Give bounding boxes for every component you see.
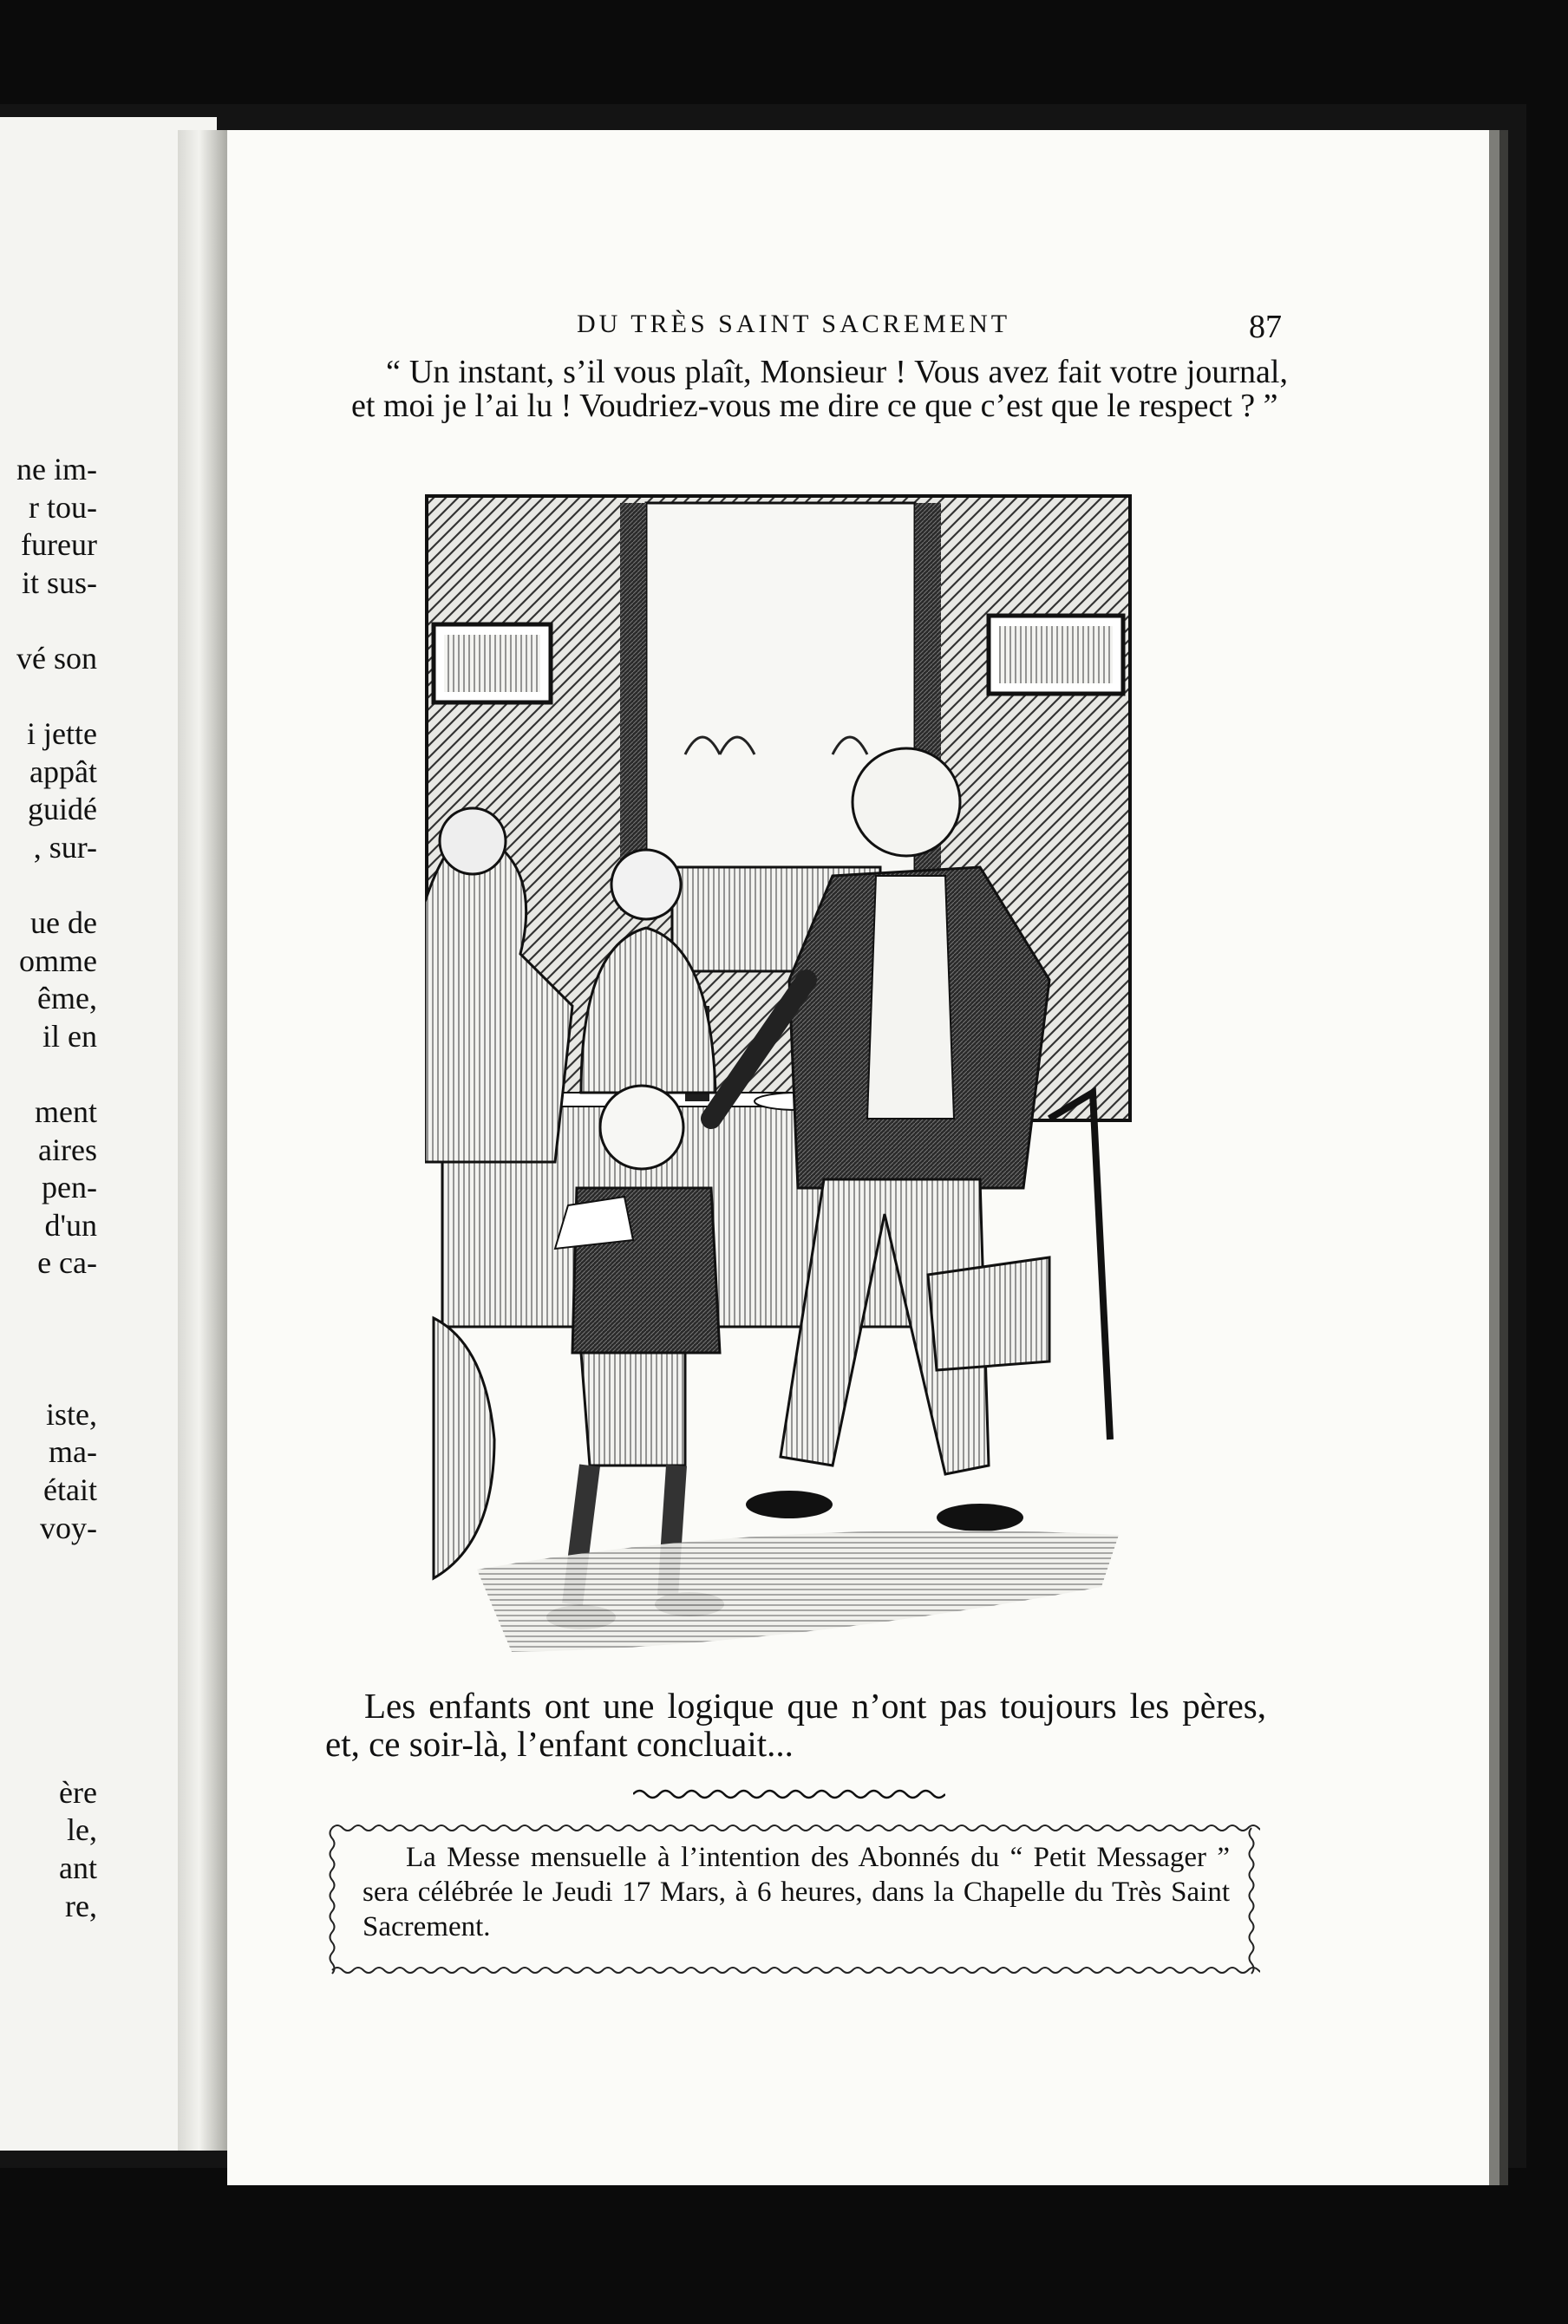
left-page-line: aires <box>38 1132 97 1167</box>
left-page-line: i jette <box>27 716 97 752</box>
left-page-line: il en <box>35 1018 97 1054</box>
page-number: 87 <box>1249 309 1282 345</box>
left-page-line: r tou- <box>29 489 97 525</box>
quote-paragraph: “ Un instant, s’il vous plaît, Monsieur ! Vous avez fait votre journal, et moi je l’ai lu ! Voudriez-vous me dire ce que c’est que le respect ? ” <box>351 354 1288 424</box>
left-page-line: it sus- <box>21 565 97 600</box>
left-page-line: iste, <box>46 1396 97 1432</box>
dining-room-scene-image <box>425 494 1132 1661</box>
left-page-line <box>0 1358 97 1396</box>
left-page-line: appât <box>29 754 97 789</box>
left-page-line <box>0 1056 97 1094</box>
left-page-line: d'un <box>44 1207 97 1243</box>
running-title: DU TRÈS SAINT SACREMENT <box>577 310 1011 338</box>
left-page-line: ême, <box>37 981 97 1016</box>
left-page-line: ère <box>59 1774 97 1810</box>
left-page-line <box>0 867 97 905</box>
left-page-line <box>0 1283 97 1321</box>
left-page-line: ant <box>59 1850 97 1885</box>
left-page-line <box>0 1585 97 1623</box>
left-page-line: ment <box>35 1094 97 1130</box>
left-page-line: ue de <box>30 905 97 941</box>
left-page-line: , sur- <box>33 829 97 865</box>
left-page-line: ne im- <box>16 452 97 486</box>
left-page-line: fureur <box>21 527 97 563</box>
left-page-line: ma- <box>49 1434 97 1470</box>
left-page-line: guidé <box>28 792 97 827</box>
left-page-line: omme <box>19 943 97 978</box>
left-page-line <box>0 678 97 716</box>
left-page-line: le, <box>67 1812 97 1848</box>
notice-text: La Messe mensuelle à l’intention des Abonnés du “ Petit Messager ” sera célébrée le Jeudi 17 Mars, à 6 heures, dans la Chapelle du Très Saint Sacrement. <box>363 1842 1230 1942</box>
left-page-line <box>0 1321 97 1359</box>
left-page-line <box>0 1661 97 1699</box>
wavy-ornament-divider <box>633 1786 945 1802</box>
illustration-caption: Les enfants ont une logique que n’ont pas toujours les pères, et, ce soir-là, l’enfant concluait... <box>325 1686 1266 1764</box>
left-page-line: pen- <box>34 1170 97 1205</box>
left-page-line: était <box>43 1472 97 1508</box>
mass-notice-box <box>328 1821 1260 1977</box>
left-page-line <box>0 602 97 640</box>
left-page-line: vé son <box>16 640 97 676</box>
left-page-line <box>0 1547 97 1585</box>
left-page-text <box>0 451 97 1925</box>
left-page-line: re, <box>65 1888 97 1923</box>
engraving-illustration <box>425 494 1132 1661</box>
left-page-line: e ca- <box>37 1245 97 1281</box>
left-page-line <box>0 1622 97 1661</box>
left-page-line <box>0 1736 97 1774</box>
left-page-line: voy- <box>40 1510 97 1545</box>
left-page-line <box>0 1699 97 1737</box>
